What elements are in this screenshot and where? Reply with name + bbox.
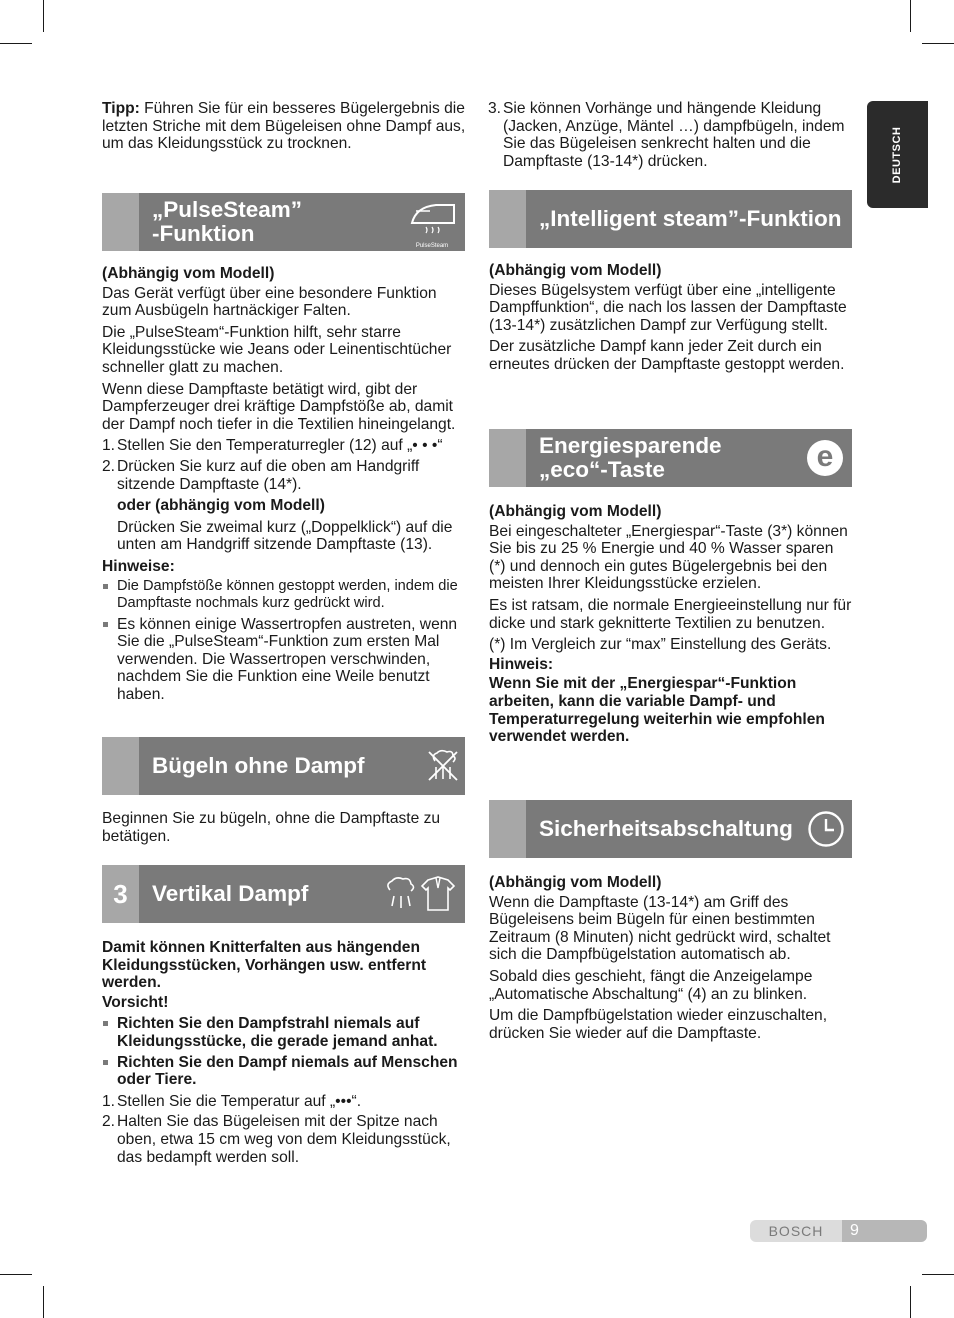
steps-list [102, 1093, 466, 1166]
tip-text: Führen Sie für ein besseres Bügelergebnis die letzten Striche mit dem Bügeleisen ohne Dampf aus, um das Kleidungsstück zu trocknen. [102, 100, 466, 153]
header-tab [489, 190, 526, 248]
safety-title: Sicherheitsabschaltung [539, 816, 793, 841]
list-item: 3. Sie können Vorhänge und hängende Kleidung (Jacken, Anzüge, Mäntel …) dampfbügeln, indem Sie das Bügeleisen senkrecht halten und die Dampftaste (13-14*) drücken. [488, 100, 845, 170]
paragraph: Sobald dies geschieht, fängt die Anzeigelampe „Automatische Abschaltung“ (4) an zu blinken. [489, 967, 813, 1003]
vertical-steam-header [102, 865, 465, 923]
intro: Damit können Knitterfalten aus hängenden Kleidungsstücken, Vorhängen usw. entfernt werden. [102, 939, 427, 992]
steps-list [102, 437, 466, 493]
intelligent-steam-section [489, 262, 853, 378]
dry-iron-section [102, 810, 466, 849]
list-item: Richten Sie den Dampf niemals auf Menschen oder Tiere. [102, 1054, 466, 1089]
language-tab-label: DEUTSCH [890, 126, 903, 183]
section-number: 3 [113, 879, 128, 909]
vertical-steam-title: Vertikal Dampf [152, 881, 309, 906]
paragraph: Bei eingeschalteter „Energiespar“-Taste (3*) können Sie bis zu 25 % Energie und 40 % Wasser sparen (*) und dennoch ein gutes Bügelergebnis bei den meisten Ihrer Kleidungsstücke erzielen. [489, 522, 848, 593]
intelligent-steam-title: „Intelligent steam”-Funktion [539, 206, 842, 231]
tip-paragraph [102, 100, 466, 153]
notes-label: Hinweise: [102, 557, 175, 575]
pulsesteam-icon-caption: PulseSteam [415, 242, 449, 249]
header-tab [102, 737, 139, 795]
page-number: 9 [850, 1222, 859, 1239]
safety-section [489, 874, 853, 1046]
crop-mark [43, 1286, 44, 1318]
list-item: 1. Stellen Sie die Temperatur auf „•••“. [102, 1092, 362, 1110]
vertical-steam-section [102, 939, 466, 1170]
list-item: 2. Halten Sie das Bügeleisen mit der Spitze nach oben, etwa 15 cm weg von dem Kleidungsstück, das bedampft werden soll. [102, 1113, 451, 1166]
list-item: 2. Drücken Sie kurz auf die oben am Handgriff sitzende Dampftaste (14*). [102, 457, 420, 493]
pulsesteam-iron-icon [406, 197, 458, 247]
or-text: Drücken Sie zweimal kurz („Doppelklick“) auf die unten am Handgriff sitzende Dampftaste (13). [117, 518, 453, 554]
pulsesteam-header [102, 193, 465, 251]
safety-header [489, 800, 852, 858]
crop-mark [922, 1274, 954, 1275]
notes-list [102, 578, 466, 704]
eco-section [489, 503, 853, 750]
list-item: Die Dampfstöße können gestoppt werden, indem die Dampftaste nochmals kurz gedrückt wird. [102, 578, 466, 613]
model-note: (Abhängig vom Modell) [489, 874, 662, 891]
dry-iron-title: Bügeln ohne Dampf [152, 753, 365, 778]
eco-icon-letter: e [816, 440, 834, 473]
crop-mark [43, 0, 44, 32]
no-steam-icon [426, 749, 460, 788]
list-item: Richten Sie den Dampfstrahl niemals auf Kleidungsstücke, die gerade jemand anhat. [102, 1015, 466, 1050]
caution-label: Vorsicht! [102, 993, 169, 1011]
steps-list [488, 100, 852, 170]
paragraph: Wenn diese Dampftaste betätigt wird, gibt der Dampferzeuger drei kräftige Dampfstöße ab, damit der Dampf noch tiefer in die Textilien hineingelangt. [102, 380, 456, 433]
dry-iron-header [102, 737, 465, 795]
language-tab [867, 101, 928, 208]
clock-icon [807, 810, 845, 853]
model-note: (Abhängig vom Modell) [489, 503, 662, 520]
page-number-box [842, 1220, 927, 1242]
eco-title: Energiesparende „eco“-Taste [539, 433, 722, 482]
list-item: Es können einige Wassertropfen austreten, wenn Sie die „PulseSteam“-Funktion zum ersten Mal verwenden. Die Wassertropen verschwinden, nachdem Sie die Funktion eine Weile benutzt haben. [102, 616, 466, 704]
crop-mark [910, 0, 911, 32]
header-tab [489, 800, 526, 858]
paragraph: Um die Dampfbügelstation wieder einzuschalten, drücken Sie wieder auf die Dampftaste. [489, 1007, 828, 1042]
paragraph: Wenn die Dampftaste (13-14*) am Griff des Bügeleisens beim Bügeln für einen bestimmten Zeitraum (8 Minuten) nicht gedrückt wird, schaltet sich die Dampfbügelstation automatisch ab. [489, 893, 831, 964]
header-tab [102, 193, 139, 251]
or-label: oder (abhängig vom Modell) [117, 497, 325, 515]
list-item: 1. Stellen Sie den Temperaturregler (12) auf „• • •“ [102, 437, 443, 455]
pulsesteam-section [102, 265, 466, 708]
note-text: Wenn Sie mit der „Energiespar“-Funktion arbeiten, kann die variable Dampf- und Temperaturregelung weiterhin wie empfohlen verwendet werden. [489, 675, 825, 746]
note-label: Hinweis: [489, 655, 554, 673]
right-step3 [488, 100, 852, 174]
paragraph: Beginnen Sie zu bügeln, ohne die Dampftaste zu betätigen. [102, 810, 441, 845]
crop-mark [0, 1274, 32, 1275]
footer-brand: BOSCH [750, 1220, 842, 1242]
paragraph: Dieses Bügelsystem verfügt über eine „intelligente Dampffunktion“, die nach los lassen der Dampftaste (13-14*) zusätzlichen Dampf zur Verfügung stellt. [489, 281, 847, 334]
paragraph: Es ist ratsam, die normale Energieeinstellung nur für dicke und stark geknitterte Textilien zu benutzen. [489, 596, 852, 632]
model-note: (Abhängig vom Modell) [102, 265, 275, 282]
paragraph: Die „PulseSteam“-Funktion hilft, sehr starre Kleidungsstücke wie Jeans oder Leinentischtücher schneller glatt zu machen. [102, 323, 452, 376]
caution-list [102, 1015, 466, 1088]
vertical-steam-icon [384, 874, 460, 919]
eco-icon [807, 440, 843, 476]
paragraph: Der zusätzliche Dampf kann jeder Zeit durch ein erneutes drücken der Dampftaste gestoppt werden. [489, 338, 845, 373]
pulsesteam-title: „PulseSteam” -Funktion [152, 197, 303, 246]
crop-mark [922, 43, 954, 44]
eco-header [489, 429, 852, 487]
model-note: (Abhängig vom Modell) [489, 262, 662, 279]
crop-mark [0, 43, 32, 44]
paragraph: Das Gerät verfügt über eine besondere Funktion zum Ausbügeln hartnäckiger Falten. [102, 284, 437, 320]
intelligent-steam-header [489, 190, 852, 248]
paragraph: (*) Im Vergleich zur “max” Einstellung des Geräts. [489, 636, 832, 654]
crop-mark [910, 1286, 911, 1318]
tip-label: Tipp: [102, 100, 140, 117]
header-tab [489, 429, 526, 487]
left-tip [102, 100, 466, 157]
